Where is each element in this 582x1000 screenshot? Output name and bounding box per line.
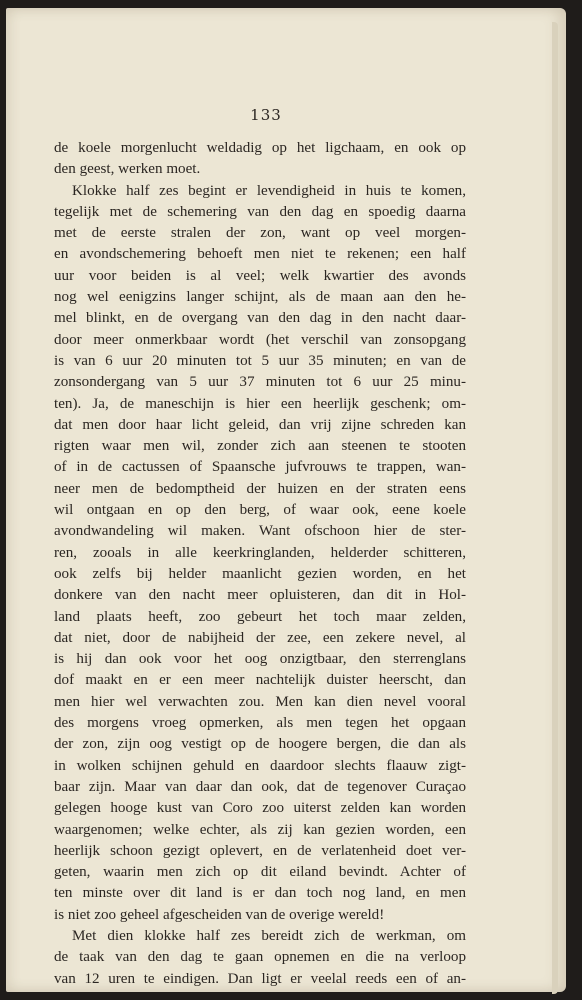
text-line: met de eerste stralen der zon, want op veel morgen-	[54, 225, 466, 242]
text-line: dof maakt en er een meer nachtelijk duister heerscht, dan	[54, 672, 466, 689]
text-line: dat men door haar licht geleid, dan vrij zijne schreden kan	[54, 416, 466, 433]
text-line: men hier wel verwachten zou. Men kan dien nevel vooral	[54, 693, 466, 710]
text-line: de koele morgenlucht weldadig op het ligchaam, en ook op	[54, 140, 466, 156]
text-line: ten). Ja, de maneschijn is hier een heerlijk geschenk; om-	[54, 395, 466, 412]
text-line: rigten waar men wil, zonder zich aan steenen te stooten	[54, 438, 466, 455]
text-line: ten minste over dit land is er dan toch nog land, en men	[54, 885, 466, 902]
text-line: geten, waarin men zich op dit eiland bevindt. Achter of	[54, 864, 466, 881]
page-edge	[552, 22, 558, 994]
text-line: door meer onmerkbaar wordt (het verschil van zonsopgang	[54, 331, 466, 348]
text-line: Met dien klokke half zes bereidt zich de werkman, om	[72, 927, 466, 944]
text-line: is van 6 uur 20 minuten tot 5 uur 35 minuten; en van de	[54, 352, 466, 369]
text-line: Klokke half zes begint er levendigheid in huis te komen,	[72, 182, 466, 199]
body-text	[54, 138, 466, 990]
text-line: en avondschemering behoeft men niet te rekenen; een half	[54, 246, 466, 263]
text-line: gelegen hooge kust van Coro zoo uiterst zelden kan worden	[54, 800, 466, 817]
text-line: avondwandeling wil maken. Want ofschoon hier de ster-	[54, 523, 466, 540]
text-line: neer men de bedomptheid der huizen en der straten eens	[54, 480, 466, 497]
text-line: waargenomen; welke echter, als zij kan gezien worden, een	[54, 821, 466, 838]
text-line: dat niet, door de nabijheid der zee, een zekere nevel, al	[54, 629, 466, 646]
text-line: donkere van den nacht meer opluisteren, dan dit in Hol-	[54, 587, 466, 604]
text-line: heerlijk schoon gezigt oplevert, en de verlatenheid doet ver-	[54, 842, 466, 859]
text-line: den geest, werken moet.	[54, 161, 201, 178]
text-line: der zon, zijn oog vestigt op de hoogere bergen, die dan als	[54, 736, 466, 753]
text-line: baar zijn. Maar van daar dan ook, dat de tegenover Curaçao	[54, 778, 466, 795]
text-line: wil ontgaan en op den berg, of waar ook, eene koele	[54, 502, 466, 519]
text-line: zonsondergang van 5 uur 37 minuten tot 6 uur 25 minu-	[54, 374, 466, 391]
text-line: mel blinkt, en de overgang van den dag in den nacht daar-	[54, 310, 466, 327]
text-line: des morgens vroeg opmerken, als men tegen het opgaan	[54, 715, 466, 732]
text-line: uur voor beiden is al veel; welk kwartier des avonds	[54, 267, 466, 284]
text-line: of in de cactussen of Spaansche jufvrouws te trappen, wan-	[54, 459, 466, 476]
text-line: tegelijk met de schemering van den dag en spoedig daarna	[54, 203, 466, 220]
text-line: in wolken schijnen gehuld en daardoor slechts flaauw zigt-	[54, 757, 466, 774]
book-page	[6, 8, 566, 992]
text-line: ren, zooals in alle keerkringlanden, helderder schitteren,	[54, 544, 466, 561]
text-line: is hij dan ook voor het oog onzigtbaar, den sterrenglans	[54, 651, 466, 668]
text-line: is niet zoo geheel afgescheiden van de overige wereld!	[54, 906, 385, 923]
text-line: de taak van den dag te gaan opnemen en die na verloop	[54, 949, 466, 966]
text-line: ook zelfs bij helder maanlicht gezien worden, en het	[54, 565, 466, 582]
text-line: nog wel eenigzins langer schijnt, als de maan aan den he-	[54, 289, 466, 306]
text-line: van 12 uren te eindigen. Dan ligt er veelal reeds een of an-	[54, 970, 466, 987]
text-line: land plaats heeft, zoo gebeurt het toch maar zelden,	[54, 608, 466, 625]
page-number: 133	[250, 106, 282, 124]
